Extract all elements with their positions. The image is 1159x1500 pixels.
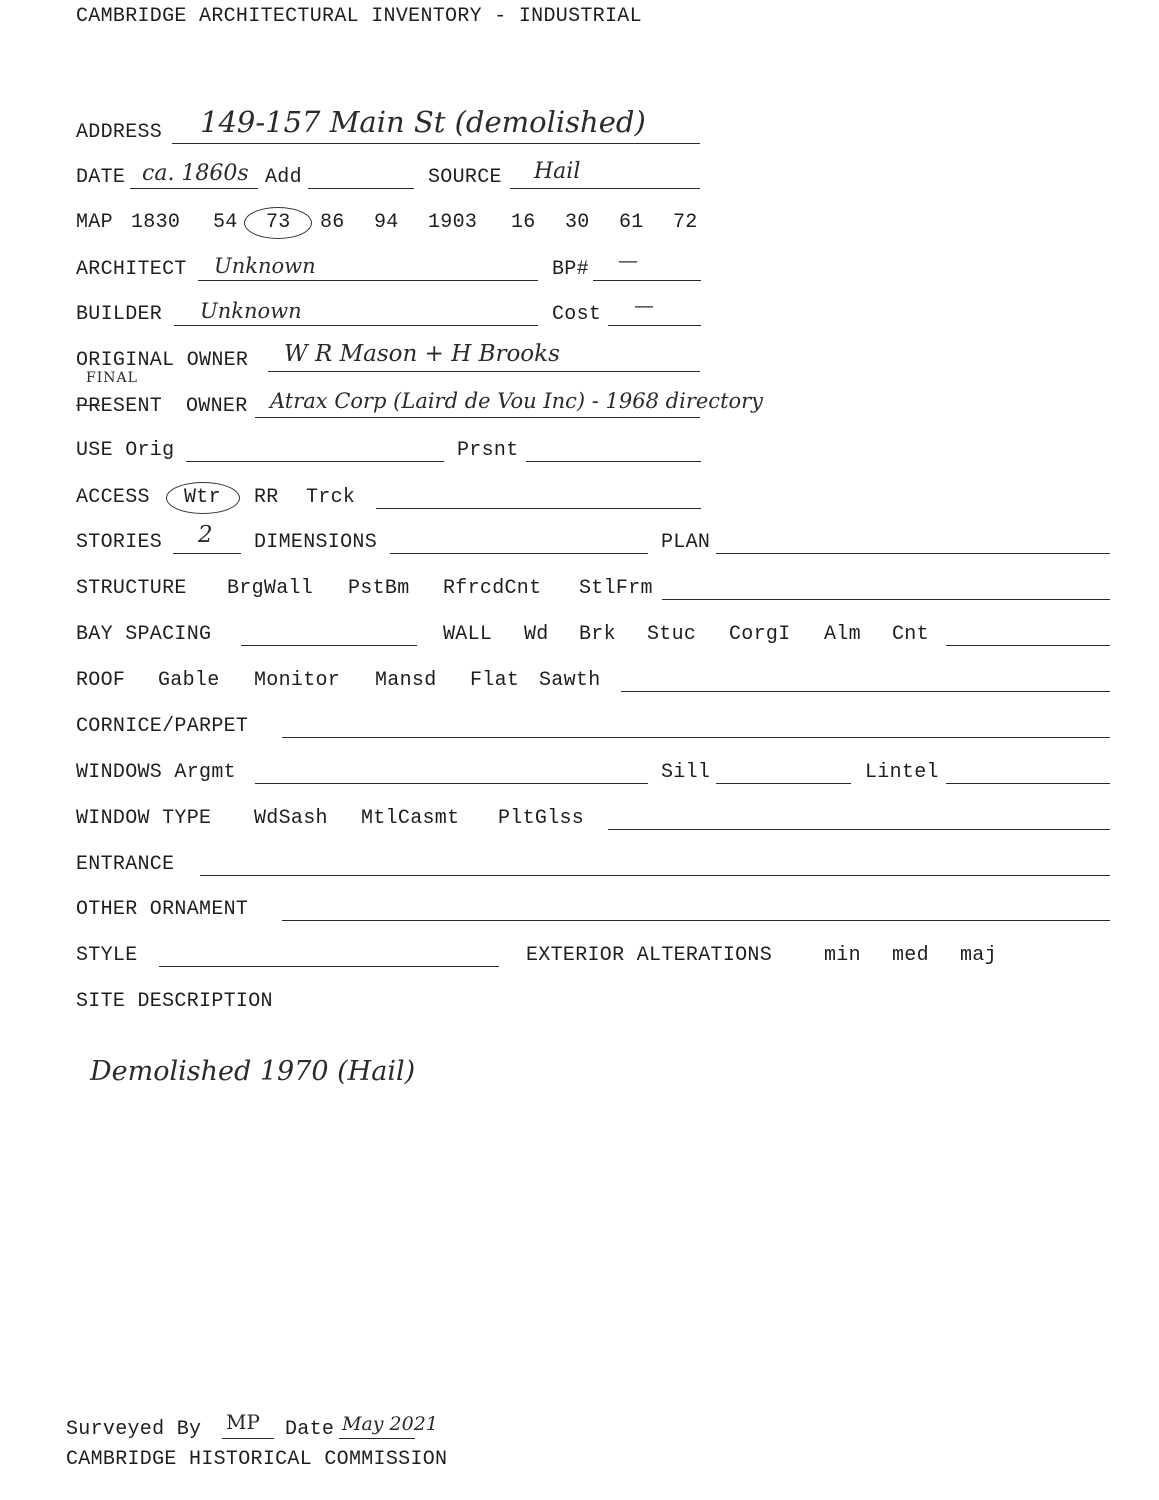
other-ornament-line [282,920,1110,921]
wall-cnt: Cnt [892,623,929,646]
survey-date-line [339,1438,415,1439]
present-strike-mark [76,405,100,406]
source-value: Hail [534,159,581,184]
roof-label: ROOF [76,669,126,692]
builder-line [174,325,538,326]
bay-spacing-line [241,645,417,646]
wall-stuc: Stuc [647,623,697,646]
surveyed-by-value: MP [226,1410,260,1434]
alteration-med: med [892,944,929,967]
owner-label: OWNER [186,395,248,418]
surveyed-by-line [222,1438,274,1439]
address-label: ADDRESS [76,121,163,144]
access-line [376,508,701,509]
stories-value: 2 [198,522,213,548]
map-year-16: 16 [511,211,536,234]
cost-line [608,325,701,326]
wall-brk: Brk [579,623,616,646]
roof-monitor: Monitor [254,669,341,692]
final-annotation: FINAL [86,370,138,386]
bp-value: — [618,248,638,272]
plan-line [716,553,1110,554]
present-label: PRESENT [76,395,163,418]
map-year-73: 73 [266,211,291,234]
architect-value: Unknown [214,254,316,278]
builder-value: Unknown [200,299,302,323]
map-year-1903: 1903 [428,211,478,234]
address-line [172,143,700,144]
form-title: CAMBRIDGE ARCHITECTURAL INVENTORY - INDUSTRIAL [76,5,642,28]
access-wtr: Wtr [184,486,221,509]
structure-label: STRUCTURE [76,577,187,600]
windows-argmt-line [255,783,648,784]
structure-brgwall: BrgWall [227,577,314,600]
other-ornament-label: OTHER ORNAMENT [76,898,249,921]
prsnt-label: Prsnt [457,439,519,462]
map-year-86: 86 [320,211,345,234]
entrance-label: ENTRANCE [76,853,175,876]
original-owner-label: ORIGINAL OWNER [76,349,249,372]
present-owner-value: Atrax Corp (Laird de Vou Inc) - 1968 directory [270,389,764,413]
date-line [130,188,258,189]
stories-line [173,553,241,554]
date-value: ca. 1860s [142,161,249,186]
roof-line [621,691,1110,692]
lintel-label: Lintel [865,761,939,784]
style-label: STYLE [76,944,138,967]
structure-pstbm: PstBm [348,577,410,600]
window-type-pltglss: PltGlss [498,807,585,830]
bp-line [593,280,701,281]
access-label: ACCESS [76,486,150,509]
entrance-line [200,875,1110,876]
structure-stlfrm: StlFrm [579,577,653,600]
window-type-label: WINDOW TYPE [76,807,212,830]
cost-value: — [634,293,654,317]
map-year-72: 72 [673,211,698,234]
window-type-mtlcasmt: MtlCasmt [361,807,460,830]
alteration-maj: maj [960,944,997,967]
survey-date-label: Date [285,1418,335,1441]
architect-label: ARCHITECT [76,258,187,281]
map-year-54: 54 [213,211,238,234]
dimensions-line [390,553,648,554]
roof-sawth: Sawth [539,669,601,692]
use-orig-line [186,461,444,462]
roof-flat: Flat [470,669,520,692]
source-label: SOURCE [428,166,502,189]
access-trck: Trck [306,486,356,509]
alteration-min: min [824,944,861,967]
exterior-alterations-label: EXTERIOR ALTERATIONS [526,944,773,967]
wall-corgi: CorgI [729,623,791,646]
windows-label: WINDOWS Argmt [76,761,236,784]
map-year-1830: 1830 [131,211,181,234]
surveyed-by-label: Surveyed By [66,1418,202,1441]
sill-label: Sill [661,761,711,784]
original-owner-line [268,371,700,372]
style-line [159,966,499,967]
roof-mansd: Mansd [375,669,437,692]
wall-label: WALL [443,623,493,646]
source-line [510,188,700,189]
site-description-note: Demolished 1970 (Hail) [90,1056,416,1087]
use-prsnt-line [526,461,701,462]
commission-name: CAMBRIDGE HISTORICAL COMMISSION [66,1448,448,1471]
add-line [308,188,414,189]
cornice-label: CORNICE/PARPET [76,715,249,738]
window-type-line [608,829,1110,830]
architect-line [198,280,538,281]
cornice-line [282,737,1110,738]
survey-date-value: May 2021 [342,1413,438,1435]
original-owner-value: W R Mason + H Brooks [284,341,560,367]
roof-gable: Gable [158,669,220,692]
builder-label: BUILDER [76,303,163,326]
wall-line [946,645,1110,646]
dimensions-label: DIMENSIONS [254,531,378,554]
bay-spacing-label: BAY SPACING [76,623,212,646]
use-label: USE Orig [76,439,175,462]
access-rr: RR [254,486,279,509]
structure-line [662,599,1110,600]
wall-wd: Wd [524,623,549,646]
window-type-wdsash: WdSash [254,807,328,830]
map-label: MAP [76,211,113,234]
bp-label: BP# [552,258,589,281]
map-year-30: 30 [565,211,590,234]
lintel-line [946,783,1110,784]
sill-line [716,783,851,784]
map-year-94: 94 [374,211,399,234]
site-description-label: SITE DESCRIPTION [76,990,273,1013]
wall-alm: Alm [824,623,861,646]
address-value: 149-157 Main St (demolished) [200,105,646,139]
structure-rfrcdcnt: RfrcdCnt [443,577,542,600]
stories-label: STORIES [76,531,163,554]
cost-label: Cost [552,303,602,326]
map-year-61: 61 [619,211,644,234]
add-label: Add [265,166,302,189]
plan-label: PLAN [661,531,711,554]
date-label: DATE [76,166,126,189]
present-owner-line [255,417,700,418]
